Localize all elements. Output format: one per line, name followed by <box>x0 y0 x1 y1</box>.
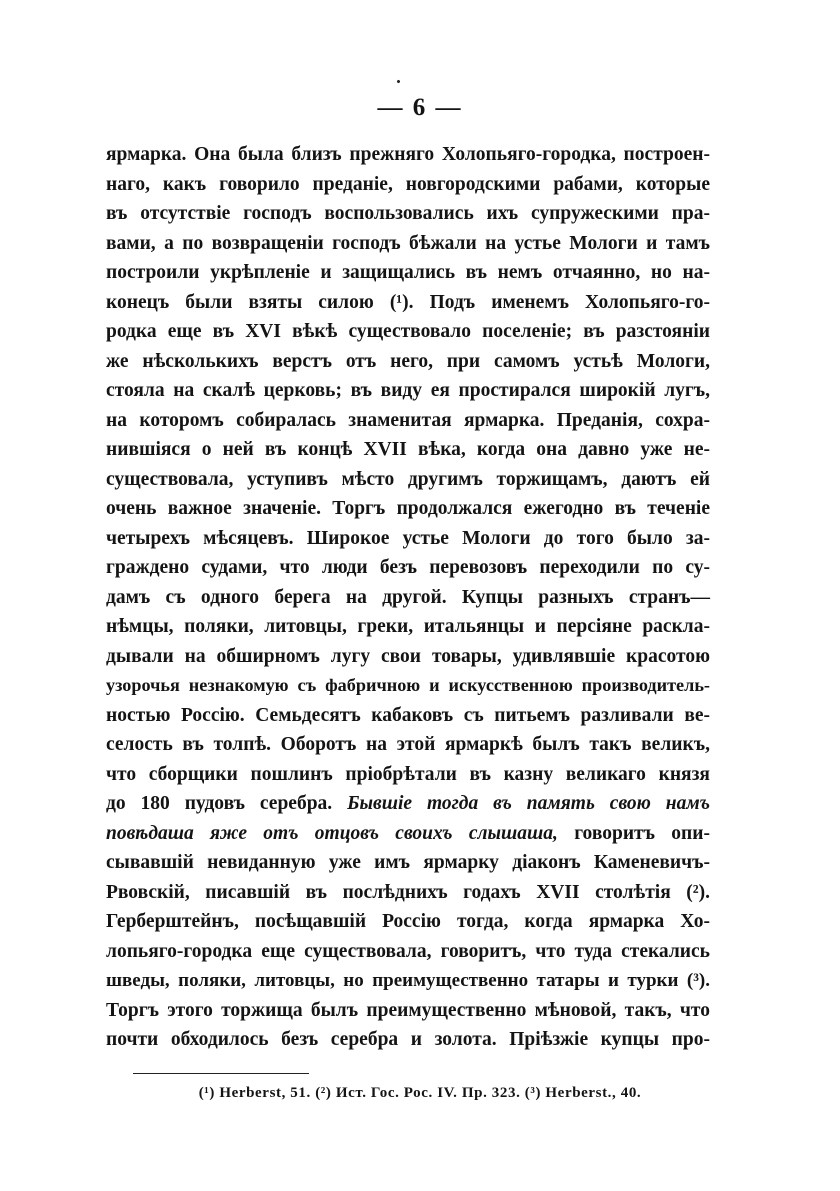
text-line: ностью Россію. Семьдесятъ кабаковъ съ питьемъ разливали ве- <box>106 704 710 726</box>
text-line: стояла на скалѣ церковь; въ виду ея простирался широкій лугъ, <box>106 380 710 401</box>
italic-quote-part-1: Бывшіе тогда въ память свою намъ <box>347 793 710 814</box>
body-text <box>106 140 710 1055</box>
page-number: — 6 — <box>377 94 463 121</box>
text-line: въ отсутствіе господъ воспользовались ихъ супружескими пра- <box>106 203 710 224</box>
text-line-start: до 180 пудовъ серебра. <box>106 793 333 814</box>
text-line: дамъ съ одного берега на другой. Купцы разныхъ странъ— <box>106 586 710 608</box>
footnote-divider <box>133 1073 309 1074</box>
text-line: Торгъ этого торжища былъ преимущественно мѣновой, такъ, что <box>106 999 710 1021</box>
text-line: вами, а по возвращеніи господъ бѣжали на устье Мологи и тамъ <box>106 232 710 254</box>
text-line: конецъ были взяты силою (¹). Подъ именемъ Холопьяго-го- <box>106 291 710 313</box>
text-line: ярмарка. Она была близъ прежняго Холопьяго-городка, построен- <box>106 144 710 165</box>
text-line-end: говоритъ опи- <box>574 822 710 844</box>
text-line: существовала, уступивъ мѣсто другимъ торжищамъ, даютъ ей <box>106 468 710 490</box>
text-line: очень важное значеніе. Торгъ продолжался ежегодно въ теченіе <box>106 498 710 519</box>
text-line: что сборщики пошлинъ пріобрѣтали въ казну великаго князя <box>106 763 710 785</box>
text-line: нѣмцы, поляки, литовцы, греки, итальянцы и персіяне раскла- <box>106 616 710 637</box>
text-line: почти обходилось безъ серебра и золота. Пріѣзжіе купцы про- <box>106 1029 710 1050</box>
text-line: граждено судами, что люди безъ перевозовъ переходили по су- <box>106 557 710 578</box>
text-line: лопьяго-городка еще существовала, говоритъ, что туда стекались <box>106 940 710 962</box>
text-line: на которомъ собиралась знаменитая ярмарка. Преданія, сохра- <box>106 409 710 431</box>
text-line: селость въ толпѣ. Оборотъ на этой ярмаркѣ былъ такъ великъ, <box>106 734 710 755</box>
text-line: построили укрѣпленіе и защищались въ немъ отчаянно, но на- <box>106 262 710 283</box>
text-line: сывавшій невиданную уже имъ ярмарку діаконъ Каменевичъ- <box>106 852 710 873</box>
text-line: родка еще въ XVI вѣкѣ существовало поселеніе; въ разстояніи <box>106 321 710 342</box>
text-line: шведы, поляки, литовцы, но преимущественно татары и турки (³). <box>106 970 710 991</box>
text-line: четырехъ мѣсяцевъ. Широкое устье Мологи до того было за- <box>106 527 710 549</box>
text-line: узорочья незнакомую съ фабричною и искусственною производитель- <box>106 675 710 695</box>
text-line: Герберштейнъ, посѣщавшій Россію тогда, когда ярмарка Хо- <box>106 911 710 932</box>
italic-quote-part-2: повѣдаша яже отъ отцовъ своихъ слышаша, <box>106 822 558 844</box>
footnotes: (¹) Herberst, 51. (²) Ист. Гос. Рос. IV. Пр. 323. (³) Herberst., 40. <box>198 1085 642 1101</box>
text-line <box>106 819 710 849</box>
text-line: наго, какъ говорило преданіе, новгородскими рабами, которые <box>106 173 710 195</box>
text-line: Рвовскій, писавшій въ послѣднихъ годахъ XVII столѣтія (²). <box>106 881 710 903</box>
text-line: нившіяся о ней въ концѣ XVII вѣка, когда она давно уже не- <box>106 439 710 460</box>
text-line <box>106 789 710 819</box>
text-line: же нѣсколькихъ верстъ отъ него, при самомъ устьѣ Мологи, <box>106 350 710 372</box>
text-line: дывали на обширномъ лугу свои товары, удивлявшіе красотою <box>106 645 710 667</box>
print-speck <box>396 79 400 83</box>
